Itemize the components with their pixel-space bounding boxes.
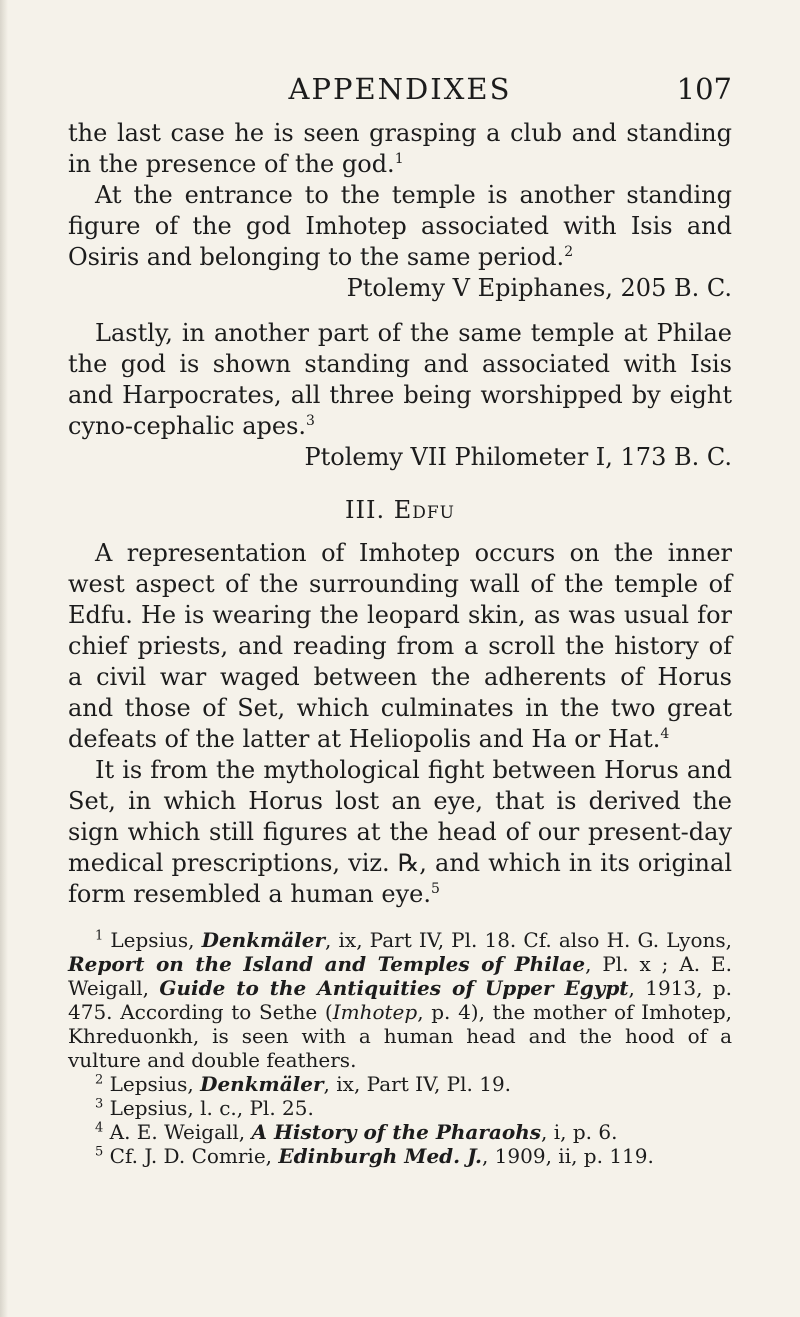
footnote-ref: 3 bbox=[306, 413, 315, 429]
footnote-ref: 1 bbox=[394, 151, 404, 167]
footnote-number: 2 bbox=[95, 1072, 104, 1088]
page-number: 107 bbox=[676, 72, 732, 106]
paragraph bbox=[68, 180, 732, 273]
footnote-title: Denkmäler bbox=[201, 928, 326, 952]
footnote-text: Cf. J. D. Comrie, bbox=[109, 1144, 279, 1168]
footnote-text: , 1913, p. 475. According to Sethe ( bbox=[68, 976, 732, 1024]
footnote-number: 5 bbox=[95, 1144, 104, 1160]
paragraph-text: A representation of Imhotep occurs on the inner west aspect of the surrounding wall of the temple of Edfu. He is wearing the leopard skin, as was usual for chief priests, and reading from a scroll the history of a civil war waged between the adherents of Horus and those of Set, which culminates in the two great defeats of the latter at Heliopolis and Ha or Hat. bbox=[68, 539, 732, 753]
paragraph-text: the last case he is seen grasping a club and standing in the presence of the god. bbox=[68, 119, 732, 178]
footnote-text: , 1909, ii, p. 119. bbox=[481, 1144, 654, 1168]
footnote-text: , Pl. x ; A. E. Weigall, bbox=[68, 952, 732, 1000]
paragraph bbox=[68, 318, 732, 442]
footnote-ref: 2 bbox=[564, 244, 574, 260]
footnote-title: Edinburgh Med. J. bbox=[278, 1144, 482, 1168]
footnote-title: Guide to the Antiquities of Upper Egypt bbox=[159, 976, 629, 1000]
footnote bbox=[68, 1120, 732, 1144]
running-head bbox=[68, 72, 732, 112]
paragraph bbox=[68, 118, 732, 180]
footnote-ref: 4 bbox=[660, 726, 670, 742]
footnote-title: Imhotep bbox=[332, 1000, 418, 1024]
footnotes bbox=[68, 928, 732, 1168]
running-head-title: APPENDIXES bbox=[288, 72, 512, 106]
footnote bbox=[68, 1144, 732, 1168]
paragraph-text: It is from the mythological fight between Horus and Set, in which Horus lost an eye, that is derived the sign which still figures at the head of our present-day medical prescriptions, viz. ℞, and which in its original form resembled a human eye. bbox=[68, 756, 732, 908]
footnote-text: Lepsius, l. c., Pl. 25. bbox=[109, 1096, 314, 1120]
footnote bbox=[68, 1096, 732, 1120]
section-heading: III. Edfu bbox=[345, 496, 455, 524]
footnote-text: Lepsius, bbox=[109, 1072, 201, 1096]
paragraph bbox=[68, 755, 732, 910]
paragraph-text: Lastly, in another part of the same temple at Philae the god is shown standing and associated with Isis and Harpocrates, all three being worshipped by eight cyno-cephalic apes. bbox=[68, 319, 732, 440]
paragraph bbox=[68, 538, 732, 755]
footnote-text: , p. 4), the mother of Imhotep, Khreduonkh, is seen with a human head and the hood of a vulture and double feathers. bbox=[68, 1000, 732, 1072]
footnote-text: Lepsius, bbox=[110, 928, 202, 952]
footnote-number: 1 bbox=[95, 928, 104, 944]
footnote-text: , ix, Part IV, Pl. 18. Cf. also H. G. Lyons, bbox=[325, 928, 732, 952]
paragraph-text: At the entrance to the temple is another standing figure of the god Imhotep associated with Isis and Osiris and belonging to the same period. bbox=[68, 181, 732, 271]
footnote-number: 3 bbox=[95, 1096, 104, 1112]
footnote-ref: 5 bbox=[430, 881, 440, 897]
footnote-text: , ix, Part IV, Pl. 19. bbox=[323, 1072, 512, 1096]
footnote bbox=[68, 928, 732, 1072]
footnote-number: 4 bbox=[95, 1120, 104, 1136]
date-line: Ptolemy V Epiphanes, 205 B. C. bbox=[346, 274, 732, 302]
footnote bbox=[68, 1072, 732, 1096]
footnote-text: A. E. Weigall, bbox=[109, 1120, 252, 1144]
date-line: Ptolemy VII Philometer I, 173 B. C. bbox=[304, 443, 732, 471]
footnote-title: Report on the Island and Temples of Philae bbox=[68, 952, 586, 976]
footnote-title: Denkmäler bbox=[200, 1072, 324, 1096]
footnote-title: A History of the Pharaohs bbox=[251, 1120, 541, 1144]
footnote-text: , i, p. 6. bbox=[541, 1120, 618, 1144]
page-gutter-shadow bbox=[0, 0, 8, 1317]
main-text bbox=[68, 118, 732, 1168]
